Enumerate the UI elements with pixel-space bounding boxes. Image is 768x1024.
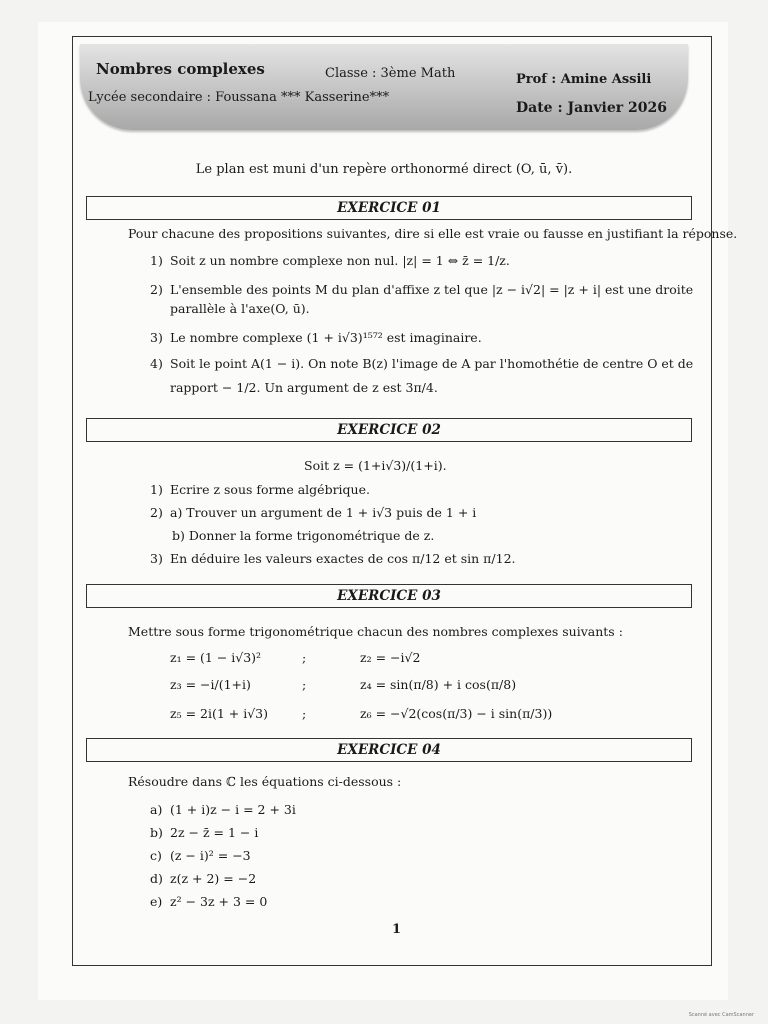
item-letter: c): [150, 848, 162, 863]
item-text: Le nombre complexe (1 + i√3)¹⁵⁷² est imaginaire.: [170, 330, 482, 345]
exercise-2-statement: Soit z = (1+i√3)/(1+i).: [304, 458, 447, 473]
ex4-item-a: [150, 802, 296, 817]
prof-label: Prof : Amine Assili: [516, 72, 652, 87]
ex1-item-2-cont: parallèle à l'axe(O, ū).: [170, 301, 310, 316]
item-letter: a): [150, 802, 163, 817]
ex4-item-c: [150, 848, 251, 863]
item-text: a) Trouver un argument de 1 + i√3 puis de 1 + i: [170, 505, 477, 520]
item-text: z² − 3z + 3 = 0: [170, 894, 268, 909]
ex1-item-4: [150, 356, 693, 371]
item-number: 1): [150, 253, 163, 268]
item-text: Ecrire z sous forme algébrique.: [170, 482, 370, 497]
item-text: Soit z un nombre complexe non nul. |z| = 1 ⇔ z̄ = 1/z.: [170, 253, 510, 268]
z3-expression: z₃ = −i/(1+i): [170, 677, 251, 692]
item-text: L'ensemble des points M du plan d'affixe z tel que |z − i√2| = |z + i| est une droite: [170, 282, 694, 297]
header-banner: [80, 44, 688, 130]
z4-expression: z₄ = sin(π/8) + i cos(π/8): [360, 677, 517, 692]
exercise-2-title: EXERCICE 02: [86, 418, 692, 442]
separator: ;: [302, 706, 307, 721]
item-number: 1): [150, 482, 163, 497]
item-number: 3): [150, 551, 163, 566]
item-number: 3): [150, 330, 163, 345]
item-letter: b): [150, 825, 163, 840]
scanner-watermark: Scanné avec CamScanner: [688, 1012, 754, 1018]
ex4-item-d: [150, 871, 256, 886]
exercise-4-title: EXERCICE 04: [86, 738, 692, 762]
ex4-item-e: [150, 894, 267, 909]
z2-expression: z₂ = −i√2: [360, 650, 421, 665]
item-text: (z − i)² = −3: [170, 848, 251, 863]
item-text: En déduire les valeurs exactes de cos π/12 et sin π/12.: [170, 551, 516, 566]
z1-expression: z₁ = (1 − i√3)²: [170, 650, 262, 665]
item-text: z(z + 2) = −2: [170, 871, 257, 886]
item-number: 2): [150, 505, 163, 520]
exercise-4-statement: Résoudre dans ℂ les équations ci-dessous :: [128, 774, 402, 789]
ex1-item-3: [150, 330, 482, 345]
item-text: 2z − z̄ = 1 − i: [170, 825, 259, 840]
z5-expression: z₅ = 2i(1 + i√3): [170, 706, 269, 721]
z6-expression: z₆ = −√2(cos(π/3) − i sin(π/3)): [360, 706, 553, 721]
ex2-item-3: [150, 551, 516, 566]
item-number: 2): [150, 282, 163, 297]
lycee-label: Lycée secondaire : Foussana *** Kasserine***: [88, 90, 390, 105]
exercise-3-title: EXERCICE 03: [86, 584, 692, 608]
separator: ;: [302, 677, 307, 692]
ex4-item-b: [150, 825, 258, 840]
class-label: Classe : 3ème Math: [325, 66, 456, 81]
item-letter: d): [150, 871, 163, 886]
date-label: Date : Janvier 2026: [516, 100, 667, 116]
ex2-item-1: [150, 482, 370, 497]
item-number: 4): [150, 356, 163, 371]
page-number: 1: [392, 922, 402, 937]
ex1-item-2: [150, 282, 693, 297]
ex1-item-1: [150, 253, 510, 268]
ex2-item-2b: b) Donner la forme trigonométrique de z.: [172, 528, 435, 543]
separator: ;: [302, 650, 307, 665]
item-letter: e): [150, 894, 163, 909]
item-text: Soit le point A(1 − i). On note B(z) l'image de A par l'homothétie de centre O et de: [170, 356, 694, 371]
intro-line: Le plan est muni d'un repère orthonormé direct (O, ū, v̄).: [195, 162, 573, 177]
ex2-item-2: [150, 505, 476, 520]
exercise-1-statement: Pour chacune des propositions suivantes, dire si elle est vraie ou fausse en justifiant la réponse.: [128, 226, 738, 241]
ex1-item-4-cont: rapport − 1/2. Un argument de z est 3π/4.: [170, 380, 438, 395]
document-title: Nombres complexes: [96, 60, 265, 78]
exercise-3-statement: Mettre sous forme trigonométrique chacun des nombres complexes suivants :: [128, 624, 623, 639]
exercise-1-title: EXERCICE 01: [86, 196, 692, 220]
item-text: (1 + i)z − i = 2 + 3i: [170, 802, 296, 817]
